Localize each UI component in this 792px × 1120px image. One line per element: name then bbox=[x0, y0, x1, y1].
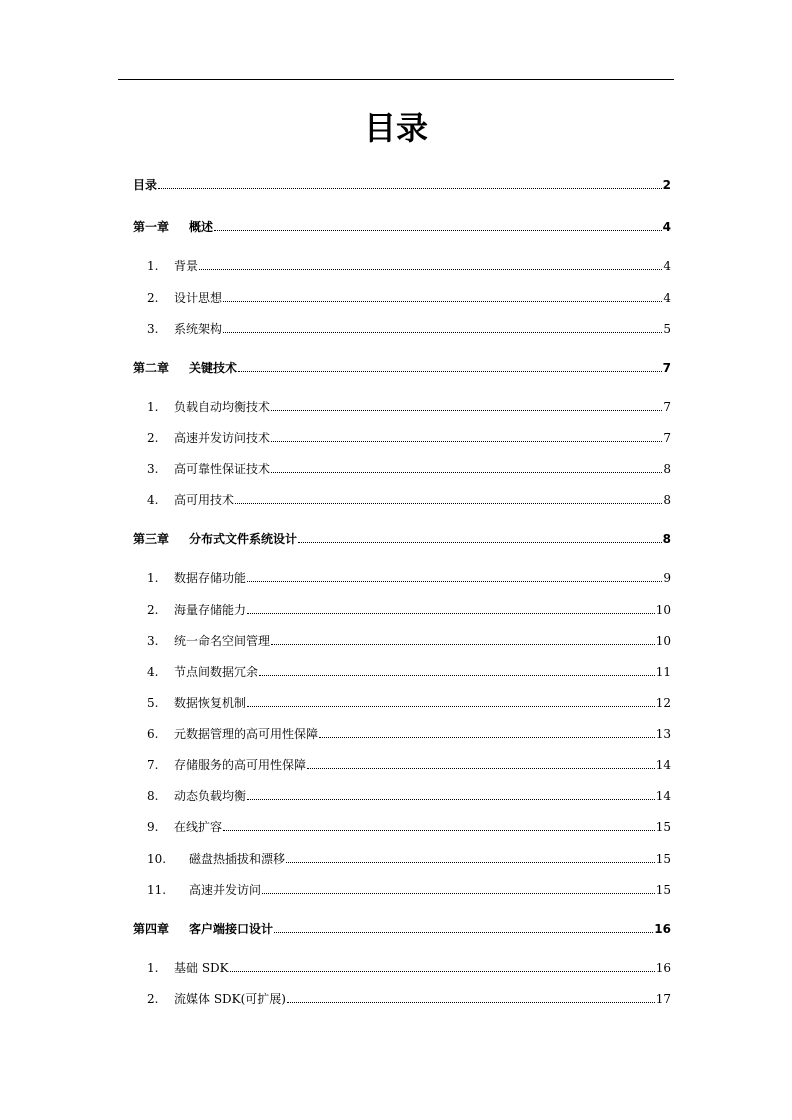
toc-entry-label: 数据存储功能 bbox=[174, 571, 247, 585]
toc-entry-number: 3. bbox=[147, 634, 159, 648]
toc-entry-label: 动态负载均衡 bbox=[174, 789, 247, 803]
toc-entry-number: 2. bbox=[147, 992, 159, 1006]
toc-dot-leader bbox=[238, 371, 662, 372]
toc-page-number: 15 bbox=[655, 852, 671, 866]
toc-section-entry[interactable] bbox=[133, 881, 671, 897]
toc-entry-label: 在线扩容 bbox=[174, 820, 223, 834]
toc-section-entry[interactable] bbox=[133, 787, 671, 803]
toc-section-entry[interactable] bbox=[133, 257, 671, 273]
toc-dot-leader bbox=[158, 188, 662, 189]
toc-dot-leader bbox=[274, 932, 653, 933]
toc-entry-label: 目录 bbox=[133, 178, 158, 192]
toc-entry-number: 7. bbox=[147, 758, 159, 772]
toc-dot-leader bbox=[286, 862, 655, 863]
toc-section-entry[interactable] bbox=[133, 694, 671, 710]
toc-entry-number: 2. bbox=[147, 431, 159, 445]
toc-page-number: 7 bbox=[662, 361, 671, 375]
toc-section-entry[interactable] bbox=[133, 663, 671, 679]
toc-section-entry[interactable] bbox=[133, 289, 671, 305]
toc-dot-leader bbox=[223, 301, 662, 302]
toc-dot-leader bbox=[298, 542, 662, 543]
toc-dot-leader bbox=[271, 441, 662, 442]
toc-entry-number: 第二章 bbox=[133, 361, 170, 375]
toc-entry-label: 流媒体 SDK(可扩展) bbox=[174, 992, 286, 1006]
toc-entry-label: 关键技术 bbox=[189, 361, 238, 375]
toc-entry-number: 5. bbox=[147, 696, 159, 710]
toc-dot-leader bbox=[307, 768, 655, 769]
toc-dot-leader bbox=[247, 799, 655, 800]
toc-page-number: 14 bbox=[655, 758, 671, 772]
toc-dot-leader bbox=[223, 332, 662, 333]
toc-dot-leader bbox=[259, 675, 655, 676]
toc-page-number: 13 bbox=[655, 727, 671, 741]
toc-section-entry[interactable] bbox=[133, 569, 671, 585]
toc-entry-label: 基础 SDK bbox=[174, 961, 229, 975]
toc-entry-label: 海量存储能力 bbox=[174, 603, 247, 617]
toc-entry-number: 4. bbox=[147, 665, 159, 679]
toc-section-entry[interactable] bbox=[133, 320, 671, 336]
toc-entry-label: 高可靠性保证技术 bbox=[174, 462, 271, 476]
toc-entry-number: 1. bbox=[147, 571, 159, 585]
toc-dot-leader bbox=[271, 472, 662, 473]
toc-page-number: 8 bbox=[662, 532, 671, 546]
toc-entry-number: 第一章 bbox=[133, 220, 170, 234]
toc-entry-label: 数据恢复机制 bbox=[174, 696, 247, 710]
toc-page-number: 17 bbox=[655, 992, 671, 1006]
toc-page-number: 8 bbox=[663, 493, 671, 507]
toc-page-number: 4 bbox=[663, 259, 671, 273]
toc-entry-label: 分布式文件系统设计 bbox=[189, 532, 298, 546]
toc-entry-label: 高可用技术 bbox=[174, 493, 235, 507]
toc-dot-leader bbox=[214, 230, 662, 231]
toc-dot-leader bbox=[199, 269, 662, 270]
toc-dot-leader bbox=[287, 1002, 655, 1003]
toc-page-number: 4 bbox=[663, 291, 671, 305]
toc-entry-label: 客户端接口设计 bbox=[189, 922, 274, 936]
toc-section-entry[interactable] bbox=[133, 756, 671, 772]
toc-entry-label: 高速并发访问技术 bbox=[174, 431, 271, 445]
toc-chapter-entry[interactable] bbox=[133, 176, 671, 192]
toc-entry-number: 10. bbox=[147, 852, 167, 866]
header-rule bbox=[118, 79, 674, 80]
toc-page-number: 7 bbox=[663, 431, 671, 445]
toc-entry-number: 4. bbox=[147, 493, 159, 507]
page-title: 目录 bbox=[363, 109, 428, 147]
toc-section-entry[interactable] bbox=[133, 959, 671, 975]
toc-entry-label: 系统架构 bbox=[174, 322, 223, 336]
toc-dot-leader bbox=[247, 581, 662, 582]
toc-page-number: 16 bbox=[655, 961, 671, 975]
toc-page-number: 10 bbox=[655, 603, 671, 617]
toc-dot-leader bbox=[319, 737, 655, 738]
toc-chapter-entry[interactable] bbox=[133, 218, 671, 234]
toc-chapter-entry[interactable] bbox=[133, 359, 671, 375]
toc-dot-leader bbox=[223, 830, 655, 831]
toc-section-entry[interactable] bbox=[133, 491, 671, 507]
toc-chapter-entry[interactable] bbox=[133, 920, 671, 936]
toc-entry-number: 1. bbox=[147, 400, 159, 414]
toc-entry-label: 设计思想 bbox=[174, 291, 223, 305]
toc-entry-label: 节点间数据冗余 bbox=[174, 665, 259, 679]
toc-entry-label: 存储服务的高可用性保障 bbox=[174, 758, 307, 772]
toc-page-number: 11 bbox=[655, 665, 671, 679]
toc-section-entry[interactable] bbox=[133, 632, 671, 648]
toc-section-entry[interactable] bbox=[133, 398, 671, 414]
toc-entry-number: 3. bbox=[147, 322, 159, 336]
toc-page-number: 9 bbox=[663, 571, 671, 585]
toc-page-number: 5 bbox=[663, 322, 671, 336]
toc-page-number: 10 bbox=[655, 634, 671, 648]
toc-page-number: 7 bbox=[663, 400, 671, 414]
toc-entry-number: 3. bbox=[147, 462, 159, 476]
toc-entry-label: 概述 bbox=[189, 220, 214, 234]
toc-page-number: 4 bbox=[662, 220, 671, 234]
toc-page-number: 15 bbox=[655, 820, 671, 834]
toc-entry-label: 统一命名空间管理 bbox=[174, 634, 271, 648]
toc-entry-number: 2. bbox=[147, 291, 159, 305]
toc-dot-leader bbox=[230, 971, 655, 972]
toc-dot-leader bbox=[235, 503, 662, 504]
toc-page-number: 15 bbox=[655, 883, 671, 897]
toc-dot-leader bbox=[247, 706, 655, 707]
toc-entry-number: 第三章 bbox=[133, 532, 170, 546]
toc-entry-label: 元数据管理的高可用性保障 bbox=[174, 727, 319, 741]
toc-section-entry[interactable] bbox=[133, 850, 671, 866]
toc-chapter-entry[interactable] bbox=[133, 530, 671, 546]
toc-entry-label: 背景 bbox=[174, 259, 199, 273]
toc-entry-number: 9. bbox=[147, 820, 159, 834]
toc-dot-leader bbox=[262, 893, 655, 894]
toc-entry-number: 2. bbox=[147, 603, 159, 617]
toc-section-entry[interactable] bbox=[133, 725, 671, 741]
toc-entry-number: 11. bbox=[147, 883, 167, 897]
toc-section-entry[interactable] bbox=[133, 460, 671, 476]
toc-entry-number: 第四章 bbox=[133, 922, 170, 936]
toc-section-entry[interactable] bbox=[133, 818, 671, 834]
toc-dot-leader bbox=[247, 613, 655, 614]
toc-entry-label: 高速并发访问 bbox=[189, 883, 262, 897]
toc-entry-number: 8. bbox=[147, 789, 159, 803]
toc-entry-label: 磁盘热插拔和漂移 bbox=[189, 852, 286, 866]
toc-entry-number: 1. bbox=[147, 259, 159, 273]
toc-page-number: 8 bbox=[663, 462, 671, 476]
toc-entry-number: 6. bbox=[147, 727, 159, 741]
toc-section-entry[interactable] bbox=[133, 429, 671, 445]
toc-page-number: 2 bbox=[662, 178, 671, 192]
toc-section-entry[interactable] bbox=[133, 990, 671, 1006]
toc-page-number: 16 bbox=[654, 922, 671, 936]
toc-page-number: 12 bbox=[655, 696, 671, 710]
toc-section-entry[interactable] bbox=[133, 601, 671, 617]
toc-dot-leader bbox=[271, 410, 662, 411]
toc-entry-number: 1. bbox=[147, 961, 159, 975]
toc-dot-leader bbox=[271, 644, 655, 645]
toc-page-number: 14 bbox=[655, 789, 671, 803]
toc-entry-label: 负载自动均衡技术 bbox=[174, 400, 271, 414]
